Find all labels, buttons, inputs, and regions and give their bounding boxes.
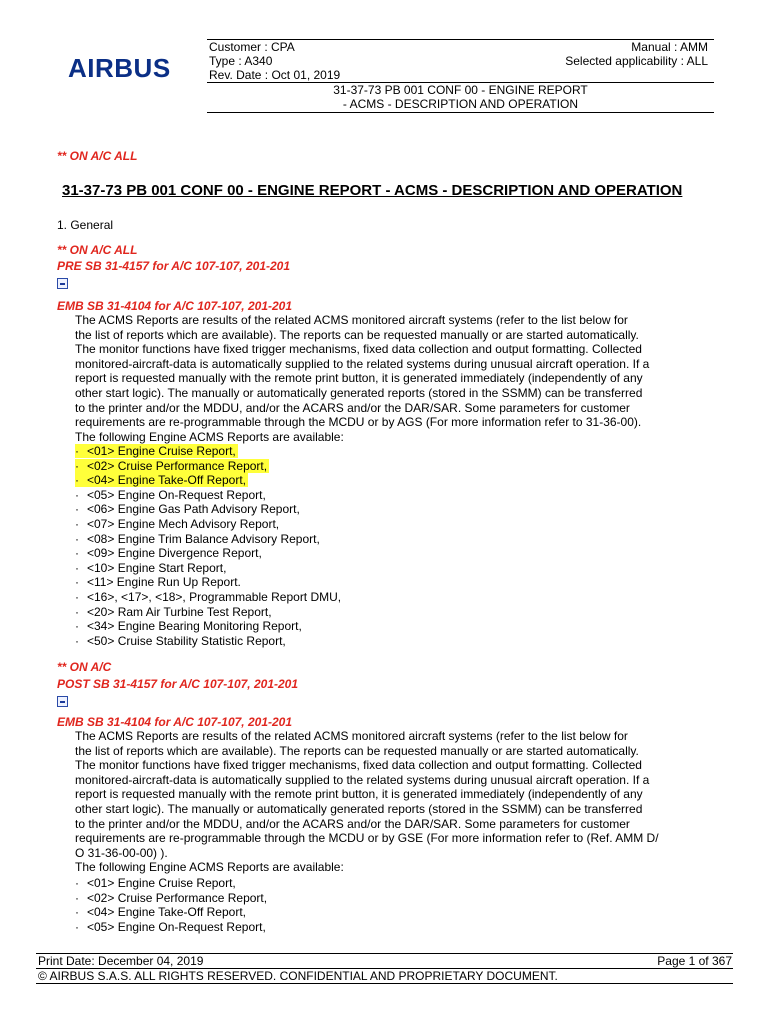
list-item (75, 605, 341, 620)
list-item-text: <16>, <17>, <18>, Programmable Report DMU, (87, 589, 342, 604)
bullet: · (75, 905, 79, 920)
airbus-logo: AIRBUS (68, 53, 171, 83)
paragraph-line: The following Engine ACMS Reports are available: (75, 860, 344, 875)
paragraph-line: The following Engine ACMS Reports are available: (75, 429, 344, 444)
bullet: · (75, 633, 79, 648)
list-item-text: <50> Cruise Stability Statistic Report, (87, 633, 286, 648)
bullet: · (75, 575, 79, 590)
paragraph-line: the list of reports which are available). The reports can be requested manually or are started automatically. (75, 327, 639, 342)
list-item (75, 502, 341, 517)
list-item (75, 561, 341, 576)
block1-effectivity: ** ON A/C ALL (57, 243, 138, 257)
block1-paragraph (75, 313, 715, 444)
paragraph-line: other start logic). The manually or automatically generated reports (stored in the SSMM) can be transferred (75, 385, 643, 400)
list-item-text: <06> Engine Gas Path Advisory Report, (87, 502, 300, 517)
list-item (75, 575, 341, 590)
footer-copyright: © AIRBUS S.A.S. ALL RIGHTS RESERVED. CONFIDENTIAL AND PROPRIETARY DOCUMENT. (38, 969, 558, 983)
paragraph-line: to the printer and/or the MDDU, and/or the ACARS and/or the DAR/SAR. Some parameters for customer (75, 816, 630, 831)
bullet: · (75, 444, 79, 458)
list-item (75, 905, 267, 920)
bullet: · (75, 876, 79, 890)
bullet: · (75, 516, 79, 531)
header-customer: Customer : CPA (209, 40, 295, 54)
bullet: · (75, 589, 79, 604)
paragraph-line: monitored-aircraft-data is automatically supplied to the related systems during unusual aircraft operation. If a (75, 356, 650, 371)
bullet: · (75, 473, 79, 488)
paragraph-line: report is requested manually with the remote print button, it is generated immediately (independently of any (75, 787, 643, 802)
list-item (75, 590, 341, 605)
list-item (75, 891, 267, 906)
footer-page-number: Page 1 of 367 (657, 954, 732, 968)
list-item (75, 876, 267, 891)
bullet: · (75, 890, 79, 905)
paragraph-line: The monitor functions have fixed trigger mechanisms, fixed data collection and output formatting. Collected (75, 758, 642, 773)
block2-collapse-toggle[interactable] (57, 696, 68, 707)
bullet: · (75, 619, 79, 634)
list-item-text: <20> Ram Air Turbine Test Report, (87, 604, 272, 619)
block2-paragraph (75, 729, 715, 875)
bullet: · (75, 458, 79, 473)
list-item (75, 619, 341, 634)
header-doc-line-2: - ACMS - DESCRIPTION AND OPERATION (342, 97, 579, 111)
block1-pre-sb: PRE SB 31-4157 for A/C 107-107, 201-201 (57, 259, 291, 273)
list-item (75, 444, 341, 459)
list-item-text: <09> Engine Divergence Report, (87, 546, 262, 561)
paragraph-line: O 31-36-00-00) ). (75, 845, 168, 860)
list-item-text: <05> Engine On-Request Report, (87, 487, 266, 502)
bullet: · (75, 546, 79, 561)
block2-effectivity: ** ON A/C (57, 660, 112, 674)
header-rev-date: Rev. Date : Oct 01, 2019 (209, 68, 341, 82)
list-item (75, 634, 341, 649)
bullet: · (75, 560, 79, 575)
list-item (75, 488, 341, 503)
minus-icon (60, 701, 65, 703)
block2-emb-sb: EMB SB 31-4104 for A/C 107-107, 201-201 (57, 715, 293, 729)
paragraph-line: monitored-aircraft-data is automatically supplied to the related systems during unusual aircraft operation. If a (75, 772, 650, 787)
list-item-text: <10> Engine Start Report, (87, 560, 227, 575)
list-item (75, 546, 341, 561)
paragraph-line: other start logic). The manually or automatically generated reports (stored in the SSMM) can be transferred (75, 801, 643, 816)
bullet: · (75, 604, 79, 619)
footer-print-date: Print Date: December 04, 2019 (38, 954, 204, 968)
minus-icon (60, 283, 65, 285)
block1-emb-sb: EMB SB 31-4104 for A/C 107-107, 201-201 (57, 299, 293, 313)
list-item (75, 532, 341, 547)
list-item-text: <34> Engine Bearing Monitoring Report, (87, 619, 302, 634)
page-title: 31-37-73 PB 001 CONF 00 - ENGINE REPORT - ACMS - DESCRIPTION AND OPERATION (62, 182, 683, 199)
bullet: · (75, 487, 79, 502)
paragraph-line: the list of reports which are available). The reports can be requested manually or are started automatically. (75, 743, 639, 758)
list-item-text: <04> Engine Take-Off Report, (87, 473, 246, 488)
bullet: · (75, 502, 79, 517)
paragraph-line: The ACMS Reports are results of the related ACMS monitored aircraft systems (refer to the list below for (75, 729, 628, 743)
header-applicability: Selected applicability : ALL (565, 54, 708, 68)
bullet: · (75, 919, 79, 934)
paragraph-line: The monitor functions have fixed trigger mechanisms, fixed data collection and output formatting. Collected (75, 342, 642, 357)
header-bottom-rule (207, 112, 714, 113)
header-type: Type : A340 (209, 54, 273, 68)
list-item (75, 517, 341, 532)
bullet: · (75, 531, 79, 546)
list-item-text: <02> Cruise Performance Report, (87, 890, 268, 905)
effectivity-on-ac-all: ** ON A/C ALL (57, 149, 138, 163)
header-manual: Manual : AMM (631, 40, 708, 54)
paragraph-line: to the printer and/or the MDDU, and/or the ACARS and/or the DAR/SAR. Some parameters for customer (75, 400, 630, 415)
general-heading: 1. General (57, 218, 114, 232)
footer-bottom-rule (36, 983, 733, 984)
list-item-text: <01> Engine Cruise Report, (87, 444, 236, 458)
paragraph-line: report is requested manually with the remote print button, it is generated immediately (independently of any (75, 371, 643, 386)
list-item (75, 459, 341, 474)
list-item-text: <05> Engine On-Request Report, (87, 919, 266, 934)
paragraph-line: requirements are re-programmable through the MCDU or by AGS (For more information refer to 31-36-00). (75, 415, 642, 430)
paragraph-line: The ACMS Reports are results of the related ACMS monitored aircraft systems (refer to the list below for (75, 313, 628, 327)
block2-post-sb: POST SB 31-4157 for A/C 107-107, 201-201 (57, 677, 299, 691)
list-item-text: <02> Cruise Performance Report, (87, 458, 268, 473)
list-item (75, 920, 267, 935)
list-item-text: <11> Engine Run Up Report. (87, 575, 241, 590)
paragraph-line: requirements are re-programmable through the MCDU or by GSE (For more information refer to (Ref. AMM D/ (75, 831, 659, 846)
list-item-text: <07> Engine Mech Advisory Report, (87, 516, 280, 531)
header-doc-line-1: 31-37-73 PB 001 CONF 00 - ENGINE REPORT (333, 83, 588, 97)
list-item-text: <01> Engine Cruise Report, (87, 876, 236, 890)
list-item-text: <08> Engine Trim Balance Advisory Report, (87, 531, 320, 546)
list-item (75, 473, 341, 488)
list-item-text: <04> Engine Take-Off Report, (87, 905, 246, 920)
block1-collapse-toggle[interactable] (57, 278, 68, 289)
block1-report-list (75, 444, 341, 648)
block2-report-list (75, 876, 267, 934)
